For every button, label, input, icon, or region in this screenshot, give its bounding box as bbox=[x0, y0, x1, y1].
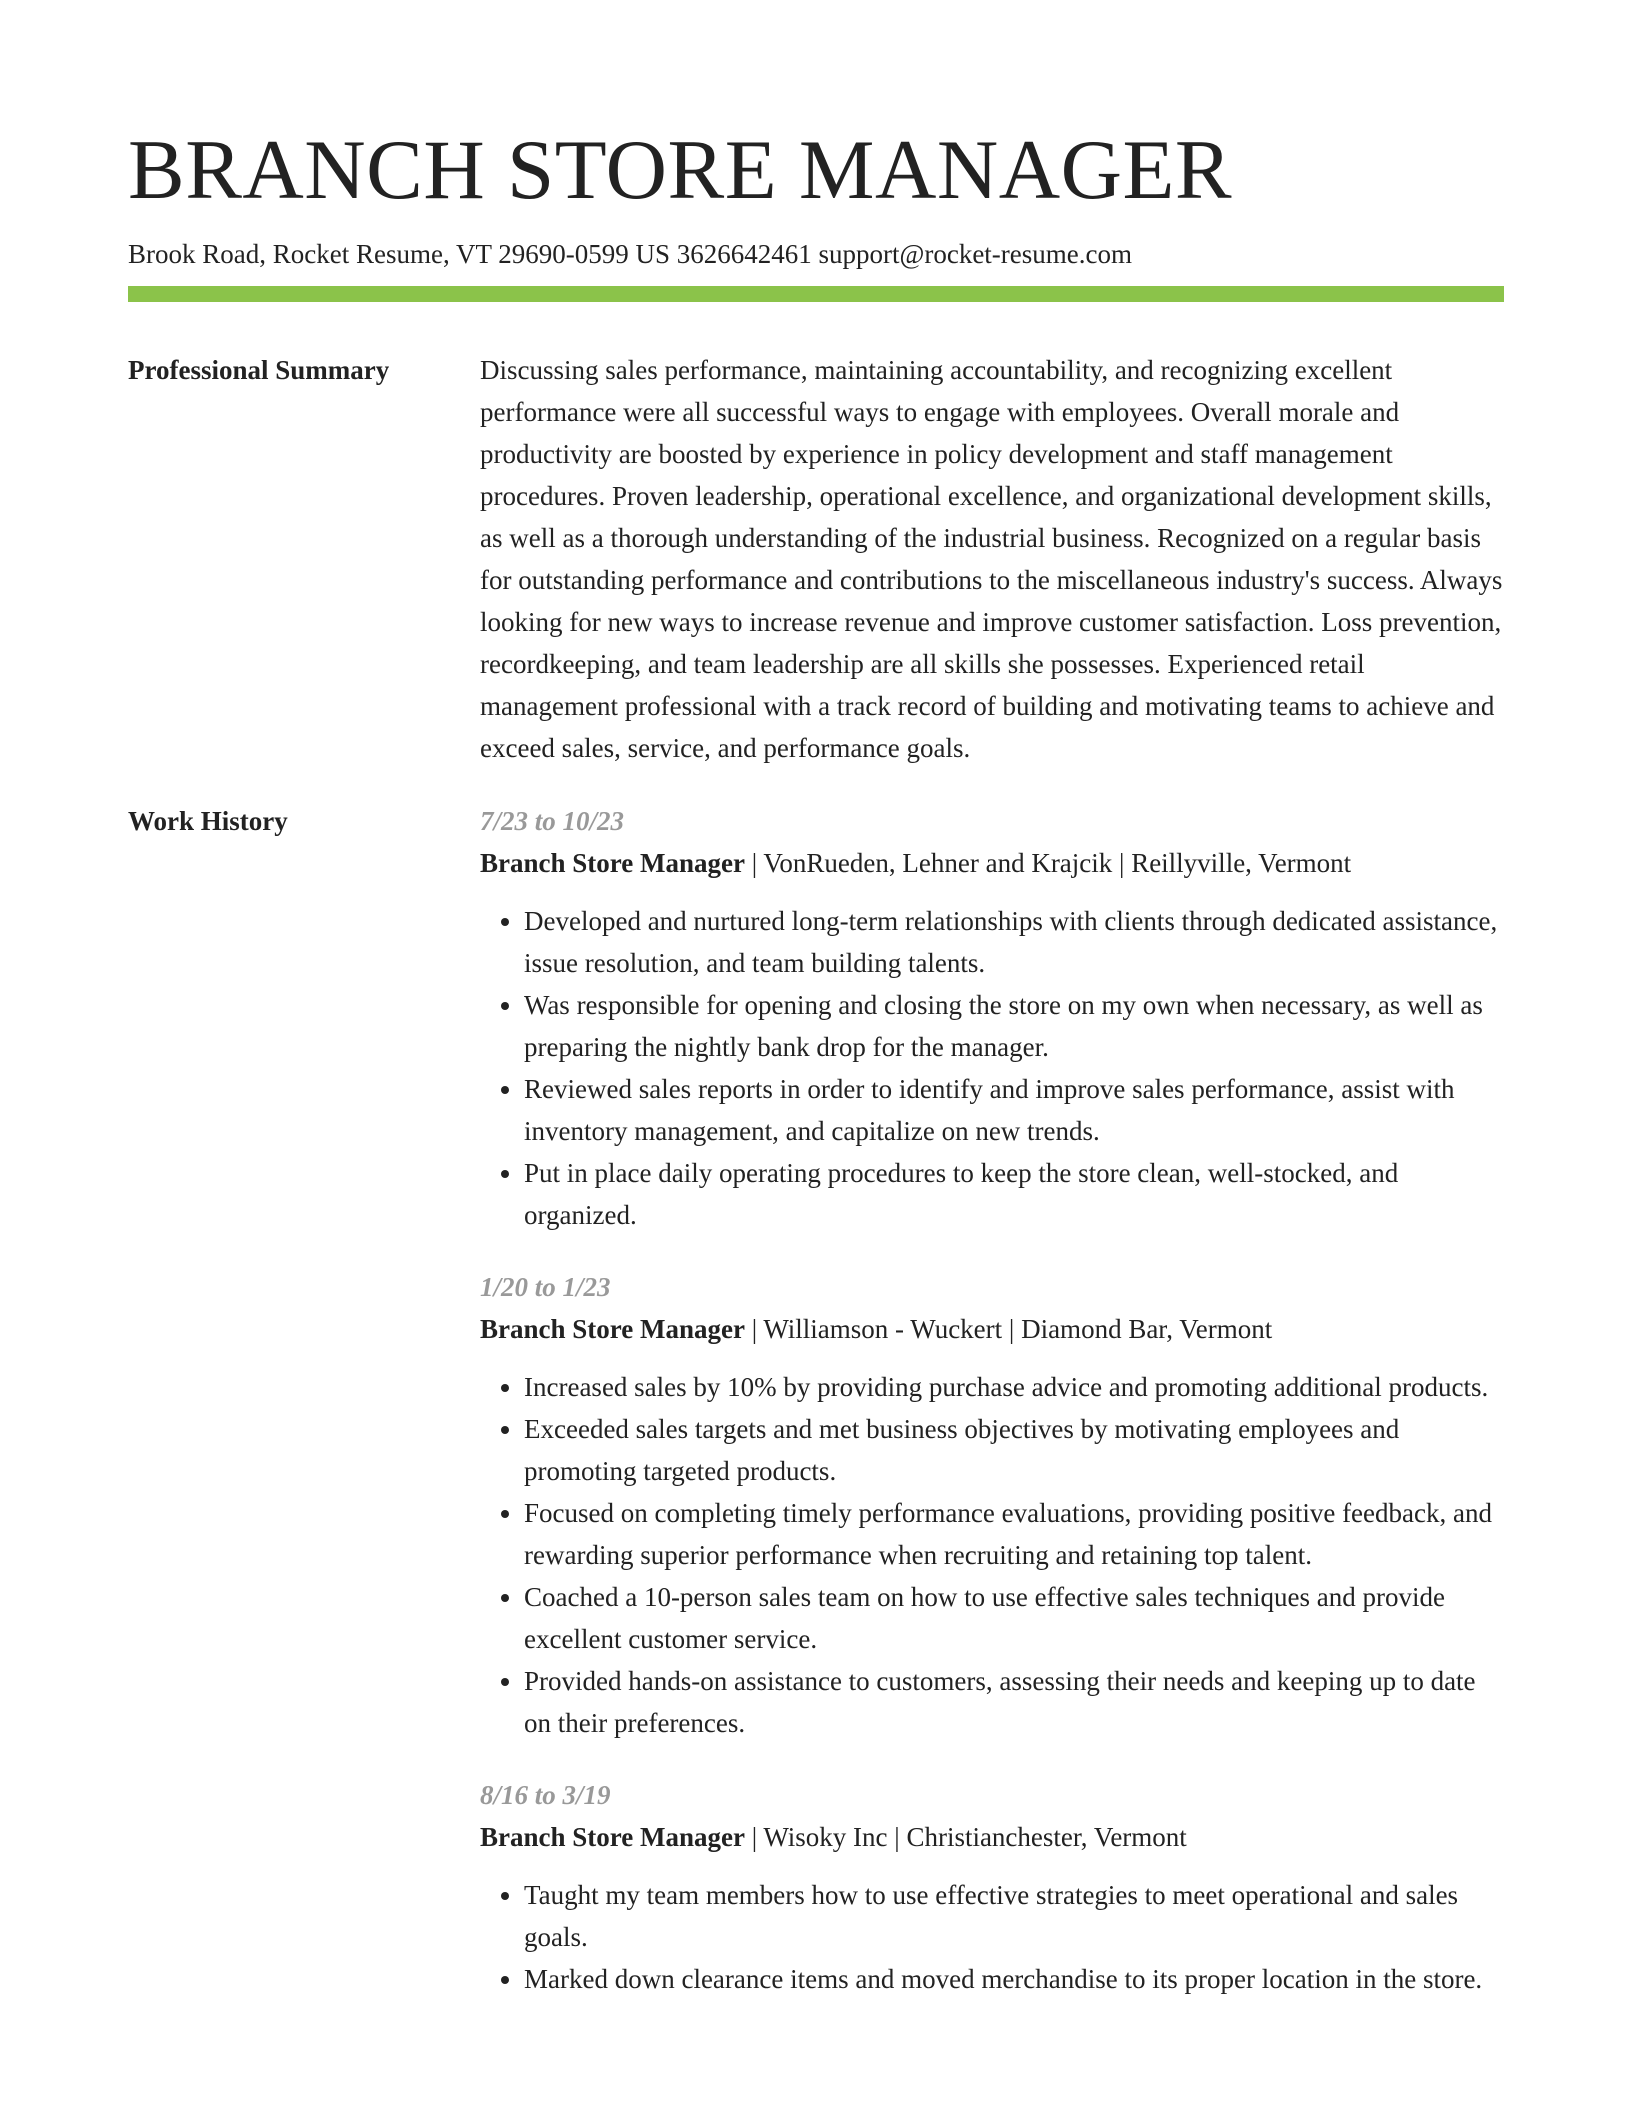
job-title-line bbox=[480, 1308, 1504, 1350]
job-entry bbox=[480, 1774, 1504, 2000]
job-title-line bbox=[480, 842, 1504, 884]
resume-title: BRANCH STORE MANAGER bbox=[128, 123, 1233, 217]
job-bullet: • Was responsible for opening and closing the store on my own when necessary, as well as preparing the nightly bank drop for the manager. bbox=[524, 984, 1504, 1068]
separator: | bbox=[887, 1822, 907, 1853]
resume-page bbox=[128, 0, 1504, 2030]
work-history-list bbox=[480, 800, 1504, 2030]
job-company: Wisoky Inc bbox=[763, 1822, 888, 1853]
job-entry bbox=[480, 800, 1504, 1236]
separator: | bbox=[744, 848, 764, 879]
job-entry bbox=[480, 1266, 1504, 1744]
job-bullet: • Focused on completing timely performance evaluations, providing positive feedback, and rewarding superior performance when recruiting and retaining top talent. bbox=[524, 1492, 1504, 1576]
job-dates: 8/16 to 3/19 bbox=[480, 1780, 611, 1811]
separator: | bbox=[744, 1314, 764, 1345]
separator: | bbox=[1002, 1314, 1022, 1345]
separator: | bbox=[744, 1822, 764, 1853]
job-location: Diamond Bar, Vermont bbox=[1021, 1314, 1273, 1345]
job-location: Reillyville, Vermont bbox=[1131, 848, 1352, 879]
job-company: Williamson - Wuckert bbox=[763, 1314, 1003, 1345]
job-bullet: • Taught my team members how to use effective strategies to meet operational and sales goals. bbox=[524, 1874, 1504, 1958]
header-divider bbox=[128, 286, 1504, 302]
job-dates: 7/23 to 10/23 bbox=[480, 806, 625, 837]
job-bullet: • Increased sales by 10% by providing purchase advice and promoting additional products. bbox=[524, 1366, 1504, 1408]
job-bullet: • Exceeded sales targets and met business objectives by motivating employees and promoting targeted products. bbox=[524, 1408, 1504, 1492]
section-heading-work-history: Work History bbox=[128, 806, 288, 837]
job-bullet: • Coached a 10-person sales team on how to use effective sales techniques and provide excellent customer service. bbox=[524, 1576, 1504, 1660]
summary-text: Discussing sales performance, maintaining accountability, and recognizing excellent performance were all successful ways to engage with employees. Overall morale and productivity are boosted by experience in policy development and staff management procedures. Proven leadership, operational excellence, and organizational development skills, as well as a thorough understanding of the industrial business. Recognized on a regular basis for outstanding performance and contributions to the miscellaneous industry's success. Always looking for new ways to increase revenue and improve customer satisfaction. Loss prevention, recordkeeping, and team leadership are all skills she possesses. Experienced retail management professional with a track record of building and motivating teams to achieve and exceed sales, service, and performance goals. bbox=[480, 355, 1503, 764]
work-history-section bbox=[128, 800, 1504, 2030]
job-title: Branch Store Manager bbox=[480, 848, 745, 879]
job-dates: 1/20 to 1/23 bbox=[480, 1272, 611, 1303]
job-title-line bbox=[480, 1816, 1504, 1858]
job-bullet: • Marked down clearance items and moved merchandise to its proper location in the store. bbox=[524, 1958, 1504, 2000]
job-location: Christianchester, Vermont bbox=[906, 1822, 1187, 1853]
job-bullet: • Put in place daily operating procedures to keep the store clean, well-stocked, and organized. bbox=[524, 1152, 1504, 1236]
job-bullet-list bbox=[480, 1874, 1504, 2000]
job-bullet: • Provided hands-on assistance to customers, assessing their needs and keeping up to date on their preferences. bbox=[524, 1660, 1504, 1744]
job-bullet: • Developed and nurtured long-term relationships with clients through dedicated assistance, issue resolution, and team building talents. bbox=[524, 900, 1504, 984]
contact-line: Brook Road, Rocket Resume, VT 29690-0599 US 3626642461 support@rocket-resume.com bbox=[128, 239, 1132, 269]
job-title: Branch Store Manager bbox=[480, 1822, 745, 1853]
separator: | bbox=[1112, 848, 1132, 879]
job-bullet: • Reviewed sales reports in order to identify and improve sales performance, assist with inventory management, and capitalize on new trends. bbox=[524, 1068, 1504, 1152]
section-heading-summary: Professional Summary bbox=[128, 355, 390, 386]
job-title: Branch Store Manager bbox=[480, 1314, 745, 1345]
job-bullet-list bbox=[480, 900, 1504, 1236]
professional-summary-section bbox=[128, 349, 1504, 769]
job-company: VonRueden, Lehner and Krajcik bbox=[763, 848, 1113, 879]
job-bullet-list bbox=[480, 1366, 1504, 1744]
